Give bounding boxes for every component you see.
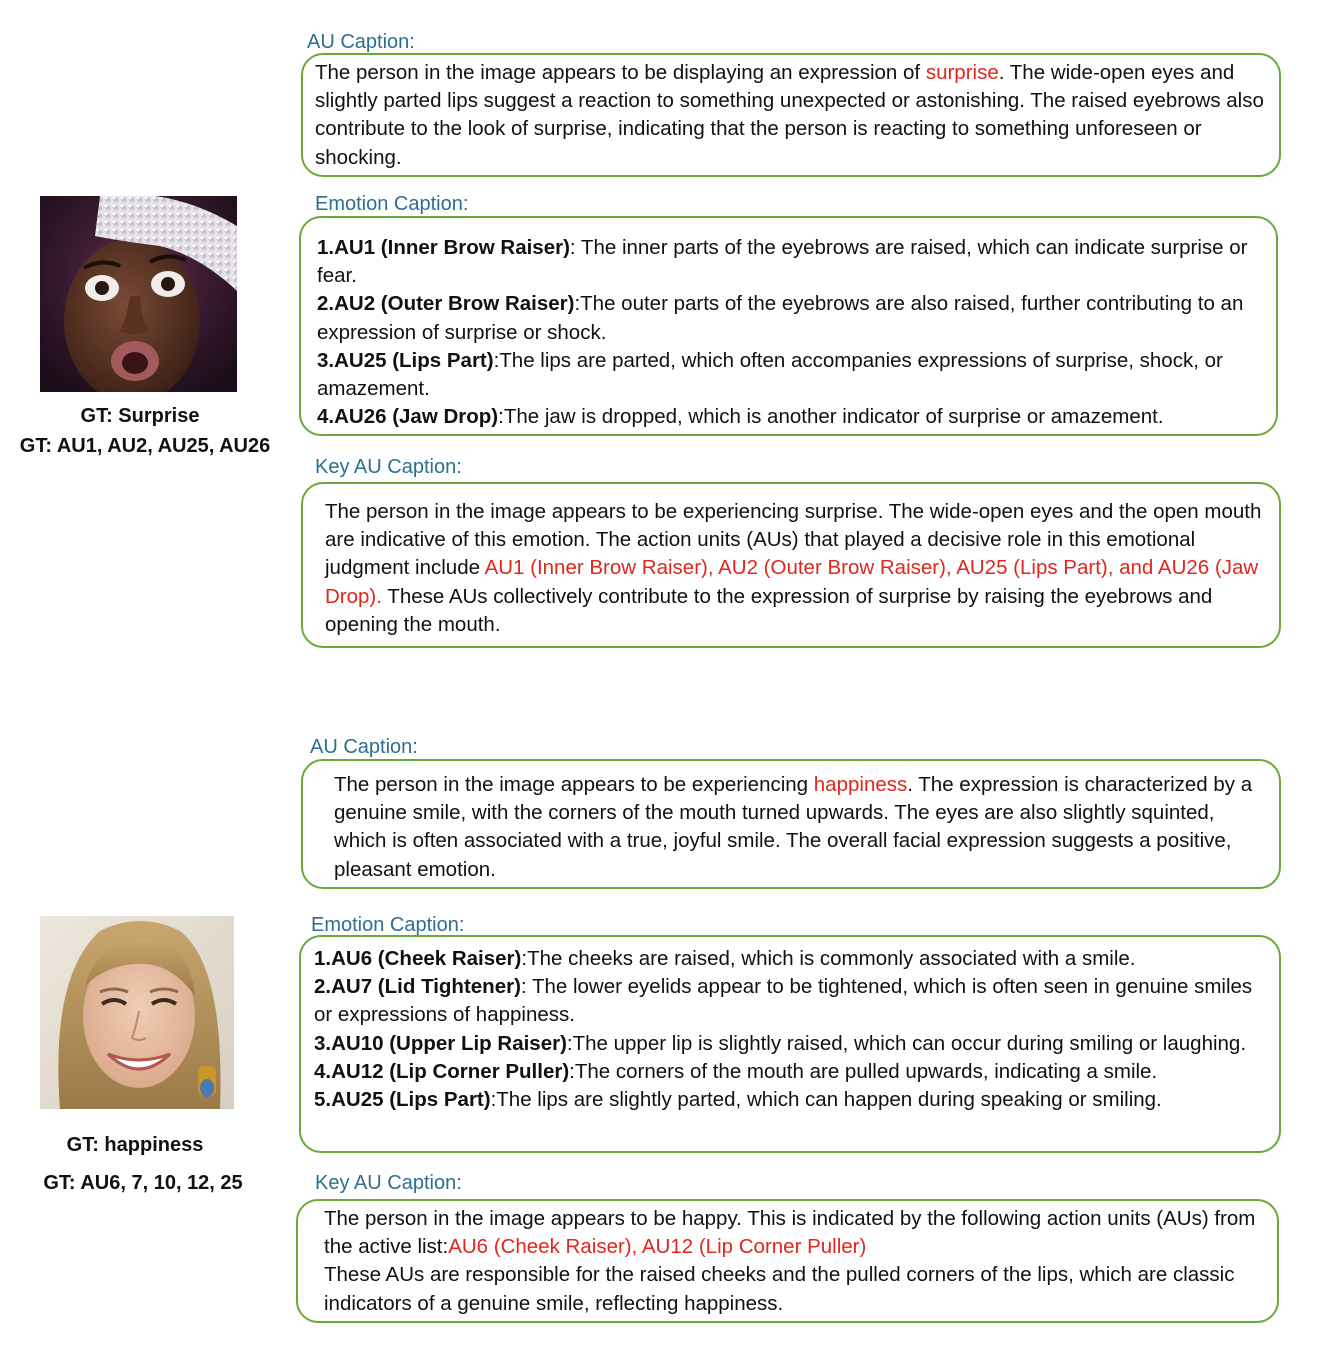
gt-au-label: GT: AU6, 7, 10, 12, 25	[43, 1172, 243, 1194]
au-caption-text: The person in the image appears to be displaying an expression of surprise. The wide-open eyes and slightly parted lips suggest a reaction to something unexpected or astonishing. The raised eyebrows also contribute to the look of surprise, indicating that the person is reacting to something unforeseen or shocking.	[315, 61, 1264, 169]
gt-emotion-label: GT: Surprise	[80, 405, 200, 427]
face-image-surprise	[40, 196, 237, 392]
emotion-item-au12: 4.AU12 (Lip Corner Puller):The corners of the mouth are pulled upwards, indicating a smile.	[314, 1059, 1158, 1083]
key-au-caption-label: Key AU Caption:	[315, 456, 462, 478]
emotion-item-au26: 4.AU26 (Jaw Drop):The jaw is dropped, which is another indicator of surprise or amazement.	[317, 405, 1164, 429]
emotion-item-au6: 1.AU6 (Cheek Raiser):The cheeks are raised, which is commonly associated with a smile.	[314, 947, 1136, 970]
gt-emotion-label: GT: happiness	[66, 1134, 204, 1156]
au-caption-text: The person in the image appears to be experiencing happiness. The expression is characterized by a genuine smile, with the corners of the mouth turned upwards. The eyes are also slightly squinted, which is often associated with a true, joyful smile. The overall facial expression suggests a positive, pleasant emotion.	[334, 773, 1253, 881]
key-au-caption-box	[301, 482, 1281, 648]
emotion-item-au1: 1.AU1 (Inner Brow Raiser): The inner parts of the eyebrows are raised, which can indicate surprise or fear.	[317, 236, 1248, 288]
key-au-caption-box	[296, 1199, 1279, 1323]
emotion-caption-box	[299, 935, 1281, 1153]
au-caption-label: AU Caption:	[307, 31, 415, 53]
face-image-happiness	[40, 916, 234, 1109]
emotion-item-au10: 3.AU10 (Upper Lip Raiser):The upper lip is slightly raised, which can occur during smiling or laughing.	[314, 1031, 1247, 1055]
emotion-caption-label: Emotion Caption:	[311, 914, 465, 936]
emotion-item-au2: 2.AU2 (Outer Brow Raiser):The outer parts of the eyebrows are also raised, further contributing to an expression of surprise or shock.	[317, 292, 1244, 344]
au-caption-label: AU Caption:	[310, 736, 418, 758]
gt-au-label: GT: AU1, AU2, AU25, AU26	[19, 435, 271, 457]
emotion-caption-label: Emotion Caption:	[315, 193, 469, 215]
au-caption-box	[301, 759, 1281, 889]
emotion-item-au7: 2.AU7 (Lid Tightener): The lower eyelids appear to be tightened, which is often seen in genuine smiles or expressions of happiness.	[314, 975, 1253, 1027]
key-au-caption-text: The person in the image appears to be happy. This is indicated by the following action units (AUs) from the active list:AU6 (Cheek Raiser), AU12 (Lip Corner Puller) These AUs are responsible for the raised cheeks and the pulled corners of the lips, which are classic indicators of a genuine smile, reflecting happiness.	[324, 1207, 1256, 1315]
emotion-caption-box	[299, 216, 1278, 436]
au-caption-box	[301, 53, 1281, 177]
emotion-item-au25: 5.AU25 (Lips Part):The lips are slightly parted, which can happen during speaking or smiling.	[314, 1088, 1162, 1112]
key-au-caption-label: Key AU Caption:	[315, 1172, 462, 1194]
key-au-caption-text: The person in the image appears to be experiencing surprise. The wide-open eyes and the open mouth are indicative of this emotion. The action units (AUs) that played a decisive role in this emotional judgment include AU1 (Inner Brow Raiser), AU2 (Outer Brow Raiser), AU25 (Lips Part), and AU26 (Jaw Drop). These AUs collectively contribute to the expression of surprise by raising the eyebrows and opening the mouth.	[325, 500, 1262, 636]
emotion-item-au25: 3.AU25 (Lips Part):The lips are parted, which often accompanies expressions of surprise, shock, or amazement.	[317, 348, 1223, 401]
